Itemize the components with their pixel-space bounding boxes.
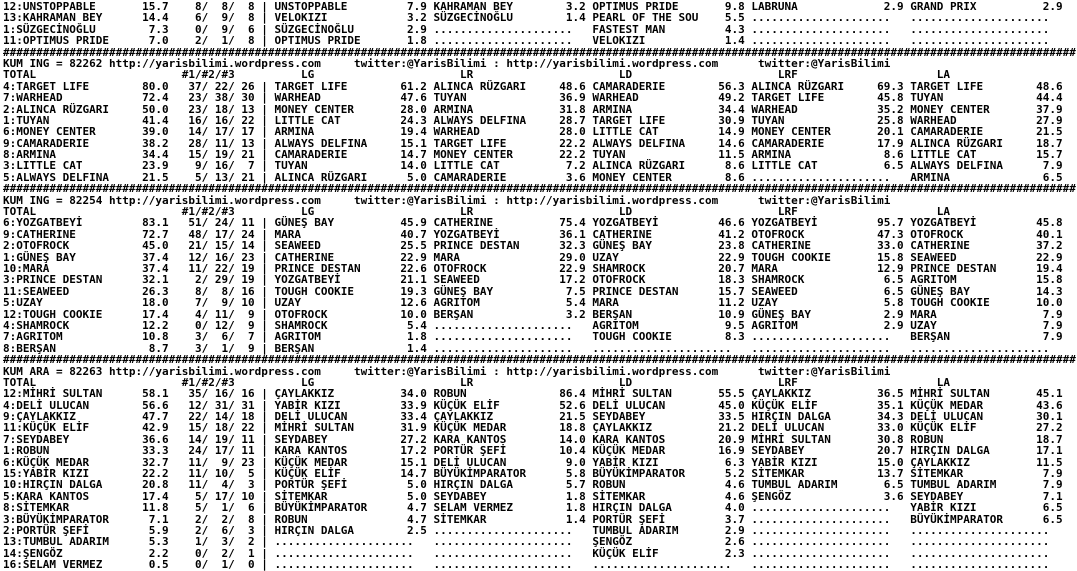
table-row: 5:KARA KANTOS 17.4 5/ 17/ 10 | SİTEMKAR 5.0 SEYDABEY 1.8 SİTEMKAR 4.6 ŞENGÖZ 3.6 SEYDABEY 7.1 <box>3 489 1063 503</box>
table-row: 12:MİHRİ SULTAN 58.1 35/ 16/ 16 | ÇAYLAKKIZ 34.0 ROBUN 86.4 MİHRİ SULTAN 55.5 ÇAYLAKKIZ 36.5 MİHRİ SULTAN 45.1 <box>3 387 1063 401</box>
table-row: 15:YABİR KIZI 22.2 11/ 10/ 5 | KÜÇÜK ELİF 14.7 BÜYÜKİMPARATOR 5.8 BÜYÜKİMPARATOR 5.2 SİTEMKAR 13.7 SİTEMKAR 7.9 <box>3 467 1063 481</box>
table-row: 13:TUMBUL ADARIM 5.3 1/ 3/ 2 | ..................... ..................... ŞENGÖZ 2.6 ..................... ..................... <box>3 535 1063 549</box>
table-row: 1:SÜZGECİNOĞLU 7.3 0/ 9/ 6 | SÜZGECİNOĞLU 2.9 ..................... FASTEST MAN 4.3 ..................... ..................... <box>3 22 1063 36</box>
section-divider: ################################################################################################################################################################## <box>3 353 1076 367</box>
table-row: 7:AGRITOM 10.8 3/ 6/ 7 | AGRITOM 1.8 ..................... TOUGH COOKIE 8.3 ..................... BERŞAN 7.9 <box>3 330 1063 344</box>
section-header: KUM ING = 82262 http://yarisbilimi.wordpress.com twitter:@YarisBilimi : http://yarisbilimi.wordpress.com twitter:@YarisBilimi <box>3 56 891 70</box>
table-row: 2:ALINCA RÜZGARI 50.0 23/ 18/ 13 | MONEY CENTER 28.0 ARMINA 31.8 ARMINA 34.4 WARHEAD 35.2 MONEY CENTER 37.9 <box>3 102 1063 116</box>
table-row: 13:KAHRAMAN BEY 14.4 6/ 9/ 8 | VELOKIZI 3.2 SÜZGECİNOĞLU 1.4 PEARL OF THE SOU 5.5 ..................... ..................... <box>3 11 1063 25</box>
table-row: 9:CAMARADERIE 38.2 28/ 11/ 13 | ALWAYS DELFINA 15.1 TARGET LIFE 22.2 ALWAYS DELFINA 14.6 CAMARADERIE 17.9 ALINCA RÜZGARI 18.7 <box>3 136 1063 150</box>
table-row: 2:OTOFROCK 45.0 21/ 15/ 14 | SEAWEED 25.5 PRINCE DESTAN 32.3 GÜNEŞ BAY 23.8 CATHERINE 33.0 CATHERINE 37.2 <box>3 239 1063 253</box>
table-row: 1:ROBUN 33.3 24/ 17/ 11 | KARA KANTOS 17.2 PORTÜR ŞEFİ 10.4 KÜÇÜK MEDAR 16.9 SEYDABEY 20.7 HIRÇIN DALGA 17.1 <box>3 444 1063 458</box>
table-row: 8:SİTEMKAR 11.8 5/ 1/ 6 | BÜYÜKİMPARATOR 4.7 SELAM VERMEZ 1.8 HIRÇIN DALGA 4.0 ..................... YABİR KIZI 6.5 <box>3 501 1063 515</box>
table-row: 9:ÇAYLAKKIZ 47.7 22/ 14/ 18 | DELİ ULUCAN 33.4 ÇAYLAKKIZ 21.5 SEYDABEY 33.5 HIRÇIN DALGA 34.3 DELİ ULUCAN 30.1 <box>3 410 1063 424</box>
table-row: 7:WARHEAD 72.4 23/ 38/ 30 | WARHEAD 47.6 TUYAN 36.9 WARHEAD 49.2 TARGET LIFE 45.8 TUYAN 44.4 <box>3 91 1063 105</box>
table-row: 11:OPTIMUS PRIDE 7.0 2/ 1/ 8 | OPTIMUS PRIDE 1.8 ..................... VELOKIZI 1.4 ..................... ..................... <box>3 34 1063 48</box>
table-row: 11:SEAWEED 26.3 8/ 8/ 16 | TOUGH COOKIE 19.3 GÜNEŞ BAY 7.5 PRINCE DESTAN 15.7 SEAWEED 6.5 GÜNEŞ BAY 14.3 <box>3 284 1063 298</box>
table-row: 4:SHAMROCK 12.2 0/ 12/ 9 | SHAMROCK 5.4 ..................... AGRITOM 9.5 AGRITOM 2.9 UZAY 7.9 <box>3 318 1063 332</box>
section-divider: ################################################################################################################################################################## <box>3 45 1076 59</box>
table-row: 11:KÜÇÜK ELİF 42.9 15/ 18/ 22 | MİHRİ SULTAN 31.9 KÜÇÜK MEDAR 18.8 ÇAYLAKKIZ 21.2 DELİ ULUCAN 33.0 KÜÇÜK ELİF 27.2 <box>3 421 1063 435</box>
column-header: TOTAL #1/#2/#3 LG LR LD LRF LA <box>3 68 951 82</box>
table-row: 10:MARA 37.4 11/ 22/ 19 | PRINCE DESTAN 22.6 OTOFROCK 22.9 SHAMROCK 20.7 MARA 12.9 PRINCE DESTAN 19.4 <box>3 261 1063 275</box>
table-row: 9:CATHERINE 72.7 48/ 17/ 24 | MARA 40.7 YOZGATBEYİ 36.1 CATHERINE 41.2 OTOFROCK 47.3 OTOFROCK 40.1 <box>3 227 1063 241</box>
table-row: 14:ŞENGÖZ 2.2 0/ 2/ 1 | ..................... ..................... KÜÇÜK ELİF 2.3 ..................... ..................... <box>3 546 1063 560</box>
table-row: 6:KÜÇÜK MEDAR 32.7 11/ 9/ 23 | KÜÇÜK MEDAR 15.1 DELİ ULUCAN 9.0 YABİR KIZI 6.3 YABİR KIZI 15.0 ÇAYLAKKIZ 11.5 <box>3 455 1063 469</box>
table-row: 16:SELAM VERMEZ 0.5 0/ 1/ 0 | ..................... ..................... ..................... ..................... ..................... <box>3 558 1063 571</box>
table-row: 3:BÜYÜKİMPARATOR 7.1 2/ 2/ 8 | ROBUN 4.7 SİTEMKAR 1.4 PORTÜR ŞEFİ 3.7 ..................... BÜYÜKİMPARATOR 6.5 <box>3 512 1063 526</box>
table-row: 8:ARMINA 34.4 15/ 19/ 21 | CAMARADERIE 14.7 MONEY CENTER 22.2 TUYAN 11.5 ARMINA 8.6 LITTLE CAT 15.7 <box>3 148 1063 162</box>
table-row: 1:GÜNEŞ BAY 37.4 12/ 16/ 23 | CATHERINE 22.9 MARA 29.0 UZAY 22.9 TOUGH COOKIE 15.8 SEAWEED 22.9 <box>3 250 1063 264</box>
table-row: 10:HIRÇIN DALGA 20.8 11/ 4/ 3 | PORTÜR ŞEFİ 5.0 HIRÇIN DALGA 5.7 ROBUN 4.6 TUMBUL ADARIM 6.5 TUMBUL ADARIM 7.9 <box>3 478 1063 492</box>
table-row: 7:SEYDABEY 36.6 14/ 19/ 11 | SEYDABEY 27.2 KARA KANTOS 14.0 KARA KANTOS 20.9 MİHRİ SULTAN 30.8 ROBUN 18.7 <box>3 432 1063 446</box>
table-row: 3:LITTLE CAT 23.9 9/ 16/ 7 | TUYAN 14.0 LITTLE CAT 7.2 ALINCA RÜZGARI 8.6 LITTLE CAT 6.5 ALWAYS DELFINA 7.9 <box>3 159 1063 173</box>
table-row: 1:TUYAN 41.4 16/ 16/ 22 | LITTLE CAT 24.3 ALWAYS DELFINA 28.7 TARGET LIFE 30.9 TUYAN 25.8 WARHEAD 27.9 <box>3 113 1063 127</box>
column-header: TOTAL #1/#2/#3 LG LR LD LRF LA <box>3 205 951 219</box>
section-header: KUM ING = 82254 http://yarisbilimi.wordpress.com twitter:@YarisBilimi : http://yarisbilimi.wordpress.com twitter:@YarisBilimi <box>3 193 891 207</box>
table-row: 8:BERŞAN 8.7 3/ 1/ 9 | BERŞAN 1.4 ..................... ..................... ..................... ..................... <box>3 341 1063 355</box>
table-row: 5:ALWAYS DELFINA 21.5 5/ 13/ 21 | ALINCA RÜZGARI 5.0 CAMARADERIE 3.6 MONEY CENTER 8.6 ..................... ARMINA 6.5 <box>3 170 1063 184</box>
column-header: TOTAL #1/#2/#3 LG LR LD LRF LA <box>3 375 951 389</box>
section-header: KUM ARA = 82263 http://yarisbilimi.wordpress.com twitter:@YarisBilimi : http://yarisbilimi.wordpress.com twitter:@YarisBilimi <box>3 364 891 378</box>
table-row: 12:TOUGH COOKIE 17.4 4/ 11/ 9 | OTOFROCK 10.0 BERŞAN 3.2 BERŞAN 10.9 GÜNEŞ BAY 2.9 MARA 7.9 <box>3 307 1063 321</box>
table-row: 2:PORTÜR ŞEFİ 5.9 2/ 6/ 3 | HIRÇIN DALGA 2.5 ..................... TUMBUL ADARIM 2.9 ..................... ..................... <box>3 523 1063 537</box>
table-row: 5:UZAY 18.0 7/ 9/ 10 | UZAY 12.6 AGRITOM 5.4 MARA 11.2 UZAY 5.8 TOUGH COOKIE 10.0 <box>3 296 1063 310</box>
section-divider: ################################################################################################################################################################## <box>3 182 1076 196</box>
table-row: 6:MONEY CENTER 39.0 14/ 17/ 17 | ARMINA 19.4 WARHEAD 28.0 LITTLE CAT 14.9 MONEY CENTER 20.1 CAMARADERIE 21.5 <box>3 125 1063 139</box>
table-row: 4:TARGET LIFE 80.0 37/ 22/ 26 | TARGET LIFE 61.2 ALINCA RÜZGARI 48.6 CAMARADERIE 56.3 ALINCA RÜZGARI 69.3 TARGET LIFE 48.6 <box>3 79 1063 93</box>
table-row: 12:UNSTOPPABLE 15.7 8/ 8/ 8 | UNSTOPPABLE 7.9 KAHRAMAN BEY 3.2 OPTIMUS PRIDE 9.8 LABRUNA 2.9 GRAND PRIX 2.9 <box>3 0 1063 13</box>
table-row: 6:YOZGATBEYİ 83.1 51/ 24/ 11 | GÜNEŞ BAY 45.9 CATHERINE 75.4 YOZGATBEYİ 46.6 YOZGATBEYİ 95.7 YOZGATBEYİ 45.8 <box>3 216 1063 230</box>
table-row: 4:DELİ ULUCAN 56.6 12/ 31/ 31 | YABİR KIZI 33.9 KÜÇÜK ELİF 52.6 DELİ ULUCAN 45.0 KÜÇÜK ELİF 35.1 KÜÇÜK MEDAR 43.6 <box>3 398 1063 412</box>
table-row: 3:PRINCE DESTAN 32.1 2/ 29/ 19 | YOZGATBEYİ 21.1 SEAWEED 17.2 OTOFROCK 18.3 SHAMROCK 6.5 AGRITOM 15.8 <box>3 273 1063 287</box>
